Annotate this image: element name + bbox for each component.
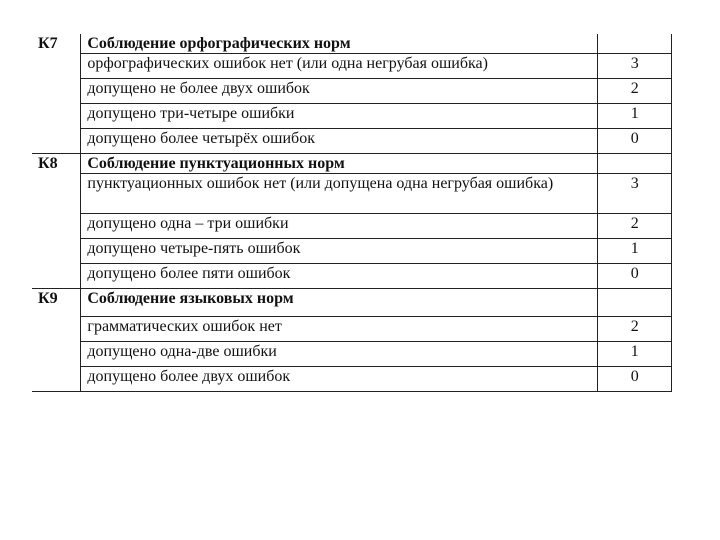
level-description: допущено более четырёх ошибок xyxy=(81,129,598,154)
level-description: допущено три-четыре ошибки xyxy=(81,104,598,129)
table-row xyxy=(32,317,672,342)
level-score: 3 xyxy=(598,54,672,79)
table-row xyxy=(32,342,672,367)
level-description: допущено более пяти ошибок xyxy=(81,264,598,289)
criterion-code: К8 xyxy=(32,154,81,174)
score-cell-empty xyxy=(598,34,672,54)
level-score: 2 xyxy=(598,214,672,239)
level-score: 3 xyxy=(598,174,672,214)
level-score: 1 xyxy=(598,104,672,129)
table-row xyxy=(32,174,672,214)
level-score: 0 xyxy=(598,264,672,289)
table-row xyxy=(32,239,672,264)
table-row xyxy=(32,264,672,289)
criterion-code: К7 xyxy=(38,35,58,52)
table-row xyxy=(32,367,672,392)
table-row xyxy=(32,79,672,104)
level-description: допущено не более двух ошибок xyxy=(81,79,598,104)
criterion-header-k7 xyxy=(32,34,672,54)
table-row xyxy=(32,214,672,239)
criteria-table xyxy=(32,34,672,392)
table-row xyxy=(32,129,672,154)
score-cell-empty xyxy=(598,289,672,317)
level-description: орфографических ошибок нет (или одна негрубая ошибка) xyxy=(81,54,598,79)
level-score: 1 xyxy=(598,239,672,264)
level-score: 2 xyxy=(598,79,672,104)
level-description: допущено более двух ошибок xyxy=(81,367,598,392)
score-cell-empty xyxy=(598,154,672,174)
table-row xyxy=(32,104,672,129)
criterion-title: Соблюдение пунктуационных норм xyxy=(81,154,598,174)
level-score: 1 xyxy=(598,342,672,367)
criterion-code: К9 xyxy=(32,289,81,317)
criterion-header-k8 xyxy=(32,154,672,174)
level-description: допущено одна-две ошибки xyxy=(81,342,598,367)
level-score: 2 xyxy=(598,317,672,342)
criterion-header-k9 xyxy=(32,289,672,317)
level-description: грамматических ошибок нет xyxy=(81,317,598,342)
level-description: допущено четыре-пять ошибок xyxy=(81,239,598,264)
level-description: пунктуационных ошибок нет (или допущена одна негрубая ошибка) xyxy=(81,174,598,214)
level-score: 0 xyxy=(598,367,672,392)
table-row xyxy=(32,54,672,79)
criterion-title: Соблюдение языковых норм xyxy=(81,289,598,317)
level-score: 0 xyxy=(598,129,672,154)
criterion-title: Соблюдение орфографических норм xyxy=(81,34,598,54)
level-description: допущено одна – три ошибки xyxy=(81,214,598,239)
